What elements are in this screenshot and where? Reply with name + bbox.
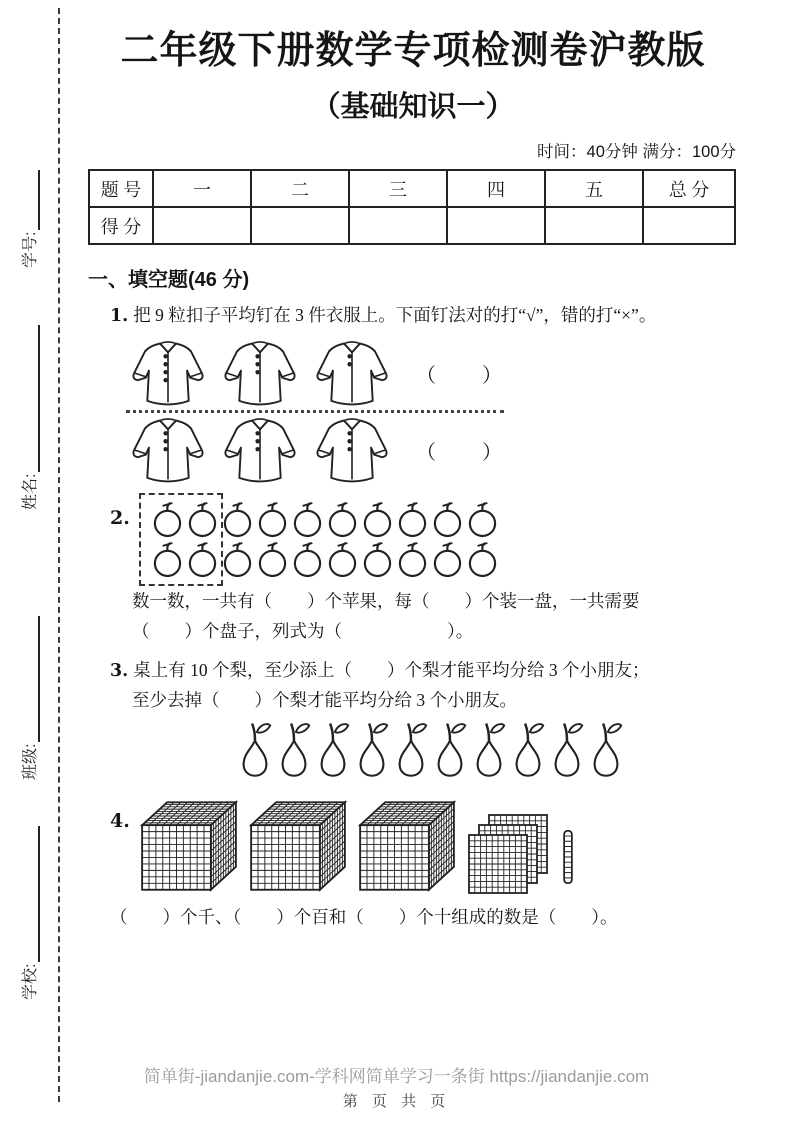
answer-blank: （ ）	[416, 364, 504, 387]
blank-line	[24, 826, 40, 962]
score-table-score-row	[89, 207, 735, 244]
score-header-cell: 二	[251, 170, 349, 207]
blank-line	[24, 170, 40, 230]
apple-icon	[291, 541, 324, 578]
q2-apples-figure	[137, 493, 501, 586]
q2-figure-row	[88, 493, 738, 586]
q2-number: 2.	[110, 507, 130, 530]
apple-icon	[361, 541, 394, 578]
score-table	[88, 169, 736, 245]
pear-icon	[548, 720, 586, 784]
ten-rod-icon	[561, 826, 575, 886]
exam-meta: 时间：40分钟 满分：100分	[537, 143, 736, 162]
score-row-label: 得 分	[89, 207, 153, 244]
blank-line	[24, 616, 40, 742]
q2-text-line2: （ ）个盘子，列式为（ ）。	[132, 620, 474, 641]
q2-text-line1: 数一数，一共有（ ）个苹果，每（ ）个装一盘，一共需要	[132, 591, 640, 612]
apple-icon	[361, 501, 394, 538]
thousand-cube-icon	[139, 798, 239, 894]
coat-icon	[218, 415, 302, 485]
score-header-cell: 三	[349, 170, 447, 207]
apple-icon	[291, 501, 324, 538]
apple-icon	[466, 501, 499, 538]
apple-icon	[396, 501, 429, 538]
q3-number: 3.	[110, 660, 129, 681]
thousand-cube-icon	[248, 798, 348, 894]
pear-icon	[314, 720, 352, 784]
coat-row	[126, 415, 504, 485]
class-label: 班级:	[22, 743, 39, 780]
q3-pears-figure	[236, 720, 738, 784]
score-cell	[349, 207, 447, 244]
student-name-label: 姓名:	[22, 473, 39, 510]
score-cell	[153, 207, 251, 244]
cut-dashed-line	[58, 8, 60, 1102]
q4-figure-row	[88, 796, 738, 894]
pear-icon	[509, 720, 547, 784]
score-header-cell: 总 分	[643, 170, 735, 207]
pear-icon	[431, 720, 469, 784]
pear-icon	[236, 720, 274, 784]
q1-text: 1. 把 9 粒扣子平均钉在 3 件衣服上。下面钉法对的打“√”，错的打“×”。	[110, 305, 657, 327]
score-cell	[447, 207, 545, 244]
coat-icon	[218, 338, 302, 408]
thousand-cube-icon	[357, 798, 457, 894]
coat-icon	[310, 415, 394, 485]
pear-icon	[353, 720, 391, 784]
apple-group-dashed-box	[139, 493, 223, 586]
school-label: 学校:	[22, 963, 39, 1000]
apple-icon	[431, 541, 464, 578]
apple-icon	[256, 541, 289, 578]
exam-paper	[88, 22, 738, 931]
coat-icon	[126, 415, 210, 485]
coat-icon	[310, 338, 394, 408]
score-cell	[643, 207, 735, 244]
q4-text: （ ）个千、（ ）个百和（ ）个十组成的数是（ ）。	[110, 906, 618, 927]
pear-icon	[470, 720, 508, 784]
section-heading: 一、填空题(46 分)	[88, 269, 250, 292]
apple-icon	[221, 541, 254, 578]
q3-text-line1: 3. 桌上有 10 个梨，至少添上（ ）个梨才能平均分给 3 个小朋友；	[110, 659, 650, 681]
pear-icon	[587, 720, 625, 784]
student-name-field	[16, 325, 40, 510]
footer-page-number: 第 页 共 页	[342, 1093, 451, 1110]
coat-icon	[126, 338, 210, 408]
pear-icon	[392, 720, 430, 784]
apple-icon	[326, 541, 359, 578]
score-table-header-row	[89, 170, 735, 207]
school-field	[16, 826, 40, 1000]
score-header-cell: 五	[545, 170, 643, 207]
score-header-cell: 一	[153, 170, 251, 207]
apple-icon	[431, 501, 464, 538]
q4-base-ten-blocks-figure	[139, 798, 575, 894]
score-cell	[545, 207, 643, 244]
apple-icon	[326, 501, 359, 538]
apple-icon	[466, 541, 499, 578]
apple-icon	[221, 501, 254, 538]
score-cell	[251, 207, 349, 244]
page-title: 二年级下册数学专项检测卷沪教版	[120, 30, 706, 72]
student-id-label: 学号:	[22, 231, 39, 268]
apple-icon	[256, 501, 289, 538]
score-header-cell: 题 号	[89, 170, 153, 207]
student-id-field	[16, 170, 40, 268]
q4-number: 4.	[110, 809, 130, 832]
page-subtitle: （基础知识一）	[311, 90, 515, 123]
class-field	[16, 616, 40, 780]
q1-coats-figure	[126, 338, 504, 485]
footer-watermark: 简单街-jiandanjie.com-学科网简单学习一条街 https://jiandanjie.com	[143, 1067, 650, 1086]
score-header-cell: 四	[447, 170, 545, 207]
dotted-divider	[126, 410, 504, 413]
apple-icon	[396, 541, 429, 578]
q1-number: 1.	[110, 306, 129, 327]
blank-line	[24, 325, 40, 472]
hundred-flats-icon	[468, 814, 548, 894]
answer-blank: （ ）	[416, 441, 504, 464]
coat-row	[126, 338, 504, 408]
q3-text-line2: 至少去掉（ ）个梨才能平均分给 3 个小朋友。	[132, 689, 517, 710]
pear-icon	[275, 720, 313, 784]
